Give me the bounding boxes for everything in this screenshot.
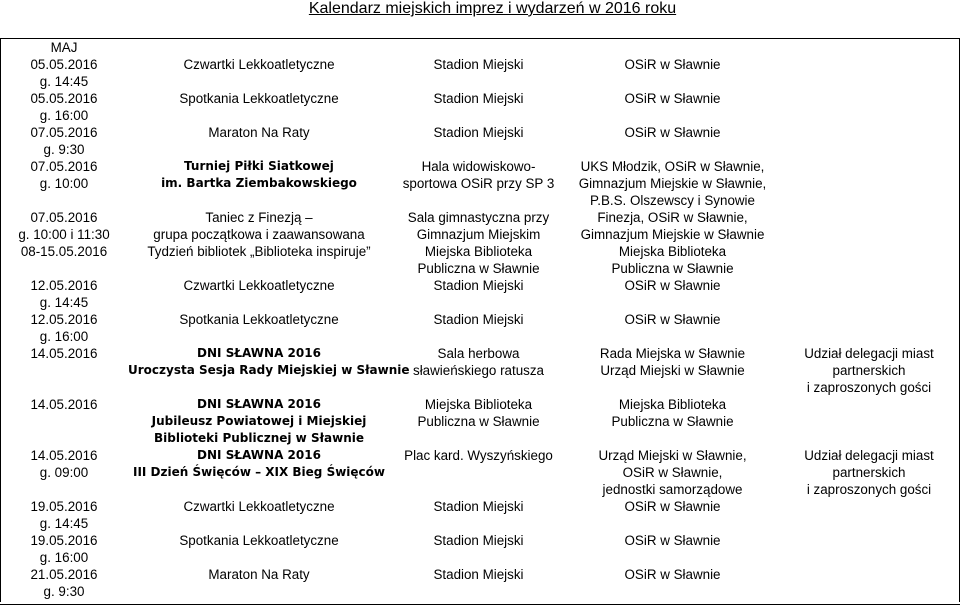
org-cell [567,311,778,328]
org-cell [567,277,778,294]
name-text: DNI SŁAWNA 2016 [197,346,321,360]
event-time-text: g. 10:00 [39,176,89,191]
name-text: Taniec z Finezją – [205,210,313,225]
place-cell [390,243,567,277]
org-text: OSiR w Sławnie [624,567,721,582]
org-text: UKS Młodzik, OSiR w Sławnie, [580,159,765,174]
place-text: Stadion Miejski [433,312,524,327]
event-date-text: 05.05.2016 [30,91,98,106]
event-date [0,532,128,566]
name-cell [128,56,390,73]
org-text: Gimnazjum Miejskie w Sławnie, [578,176,767,191]
month-label: MAJ [50,40,78,55]
extra-text: i zaproszonych gości [806,380,932,395]
org-cell [567,396,778,430]
place-text: Miejska Biblioteka [424,244,533,259]
event-date [0,243,128,260]
event-date-text: 07.05.2016 [30,159,98,174]
place-text: Stadion Miejski [433,499,524,514]
org-text: Finezja, OSiR w Sławnie, [597,210,748,225]
event-date-text: 07.05.2016 [30,210,98,225]
name-text: Maraton Na Raty [208,567,310,582]
place-text: Publiczna w Sławnie [417,414,540,429]
place-text: Plac kard. Wyszyńskiego [404,448,553,463]
org-cell [567,532,778,549]
event-time-text: g. 14:45 [39,74,89,89]
name-cell [128,447,390,481]
event-date-text: 07.05.2016 [30,125,98,140]
event-time-text: g. 16:00 [39,329,89,344]
name-text: Czwartki Lekkoatletyczne [183,499,335,514]
event-date [0,158,128,192]
org-cell [567,209,778,243]
name-cell [128,532,390,549]
org-text: OSiR w Sławnie, [622,465,723,480]
name-text: Czwartki Lekkoatletyczne [183,278,335,293]
name-cell [128,158,390,192]
event-date-text: 19.05.2016 [30,533,98,548]
event-date [0,566,128,600]
org-text: OSiR w Sławnie [624,499,721,514]
place-cell [390,532,567,549]
event-time-text: g. 9:30 [43,584,85,599]
extra-cell [778,447,960,498]
event-time-text: g. 16:00 [39,550,89,565]
place-text: Miejska Biblioteka [424,397,533,412]
place-text: Stadion Miejski [433,567,524,582]
event-date-text: 14.05.2016 [30,397,98,412]
place-cell [390,396,567,430]
name-cell [128,498,390,515]
extra-text: Udział delegacji miast [804,448,934,463]
org-text: OSiR w Sławnie [624,278,721,293]
event-date [0,124,128,158]
place-text: Stadion Miejski [433,533,524,548]
name-text: Biblioteki Publicznej w Sławnie [153,431,365,445]
event-time-text: g. 16:00 [39,108,89,123]
extra-text: partnerskich [832,363,906,378]
name-text: Tydzień bibliotek „Biblioteka inspiruje” [147,244,371,259]
org-text: Urząd Miejski w Sławnie, [598,448,747,463]
org-text: Rada Miejska w Sławnie [599,346,746,361]
place-text: Publiczna w Sławnie [417,261,540,276]
name-text: DNI SŁAWNA 2016 [197,448,321,462]
place-cell [390,158,567,192]
event-time-text: g. 14:45 [39,516,89,531]
name-text: Spotkania Lekkoatletyczne [179,533,339,548]
name-text: im. Bartka Ziembakowskiego [161,176,357,190]
extra-text: partnerskich [832,465,906,480]
org-text: OSiR w Sławnie [624,533,721,548]
place-cell [390,56,567,73]
name-text: Jubileusz Powiatowej i Miejskiej [151,414,367,428]
event-date-text: 12.05.2016 [30,312,98,327]
place-cell [390,447,567,464]
name-text: Spotkania Lekkoatletyczne [179,91,339,106]
name-cell [128,277,390,294]
event-date [0,396,128,413]
org-text: Miejska Biblioteka [618,397,727,412]
event-date [0,277,128,311]
name-cell [128,311,390,328]
place-cell [390,90,567,107]
place-cell [390,498,567,515]
event-date [0,498,128,532]
extra-text: i zaproszonych gości [806,482,932,497]
name-cell [128,566,390,583]
org-cell [567,158,778,209]
org-text: Urząd Miejski w Sławnie [600,363,745,378]
place-text: Stadion Miejski [433,57,524,72]
name-text: DNI SŁAWNA 2016 [197,397,321,411]
place-text: Stadion Miejski [433,278,524,293]
event-date-text: 08-15.05.2016 [20,244,108,259]
event-date [0,56,128,90]
event-date-text: 21.05.2016 [30,567,98,582]
place-text: Sala gimnastyczna przy [407,210,550,225]
event-date [0,345,128,362]
place-cell [390,277,567,294]
event-time-text: g. 14:45 [39,295,89,310]
name-text: Czwartki Lekkoatletyczne [183,57,335,72]
org-cell [567,566,778,583]
org-cell [567,243,778,277]
name-cell [128,345,410,379]
org-cell [567,90,778,107]
org-text: Gimnazjum Miejskie w Sławnie [580,227,765,242]
event-time-text: g. 9:30 [43,142,85,157]
name-cell [128,243,390,260]
place-cell [390,209,567,243]
place-text: Gimnazjum Miejskim [416,227,541,242]
place-text: Sala herbowa [437,346,520,361]
event-date [0,447,128,481]
name-cell [128,209,390,243]
place-cell [390,345,567,379]
place-text: sławieńskiego ratusza [413,363,544,378]
name-cell [128,124,390,141]
extra-text: Udział delegacji miast [804,346,934,361]
event-date-text: 12.05.2016 [30,278,98,293]
name-text: III Dzień Święców – XIX Bieg Święców [132,465,385,479]
org-text: OSiR w Sławnie [624,312,721,327]
org-text: Publiczna w Sławnie [611,261,734,276]
name-text: Turniej Piłki Siatkowej [184,159,334,173]
name-cell [128,90,390,107]
name-text: Spotkania Lekkoatletyczne [179,312,339,327]
event-date [0,90,128,124]
event-date-text: 14.05.2016 [30,346,98,361]
event-date-text: 19.05.2016 [30,499,98,514]
place-cell [390,566,567,583]
org-text: OSiR w Sławnie [624,125,721,140]
event-date-text: 05.05.2016 [30,57,98,72]
org-text: P.B.S. Olszewscy i Synowie [590,193,755,208]
name-cell [128,396,390,447]
place-text: Stadion Miejski [433,125,524,140]
event-date [0,209,128,243]
extra-cell [778,345,960,396]
name-text: Maraton Na Raty [208,125,310,140]
org-cell [567,345,778,379]
org-text: Publiczna w Sławnie [611,414,734,429]
name-text: Uroczysta Sesja Rady Miejskiej w Sławnie [128,363,410,377]
place-text: Stadion Miejski [433,91,524,106]
org-text: Miejska Biblioteka [618,244,727,259]
org-cell [567,56,778,73]
org-cell [567,447,778,498]
org-text: jednostki samorządowe [602,482,743,497]
org-cell [567,498,778,515]
place-text: Hala widowiskowo- [421,159,536,174]
org-cell [567,124,778,141]
event-date-text: 14.05.2016 [30,448,98,463]
place-cell [390,311,567,328]
org-text: OSiR w Sławnie [624,91,721,106]
event-date [0,311,128,345]
table-border [0,38,960,39]
page-title: Kalendarz miejskich imprez i wydarzeń w 2016 roku [308,0,677,17]
place-cell [390,124,567,141]
place-text: sportowa OSiR przy SP 3 [402,176,555,191]
name-text: grupa początkowa i zaawansowana [153,227,365,242]
org-text: OSiR w Sławnie [624,57,721,72]
event-time-text: g. 10:00 i 11:30 [18,227,110,242]
event-time-text: g. 09:00 [39,465,89,480]
